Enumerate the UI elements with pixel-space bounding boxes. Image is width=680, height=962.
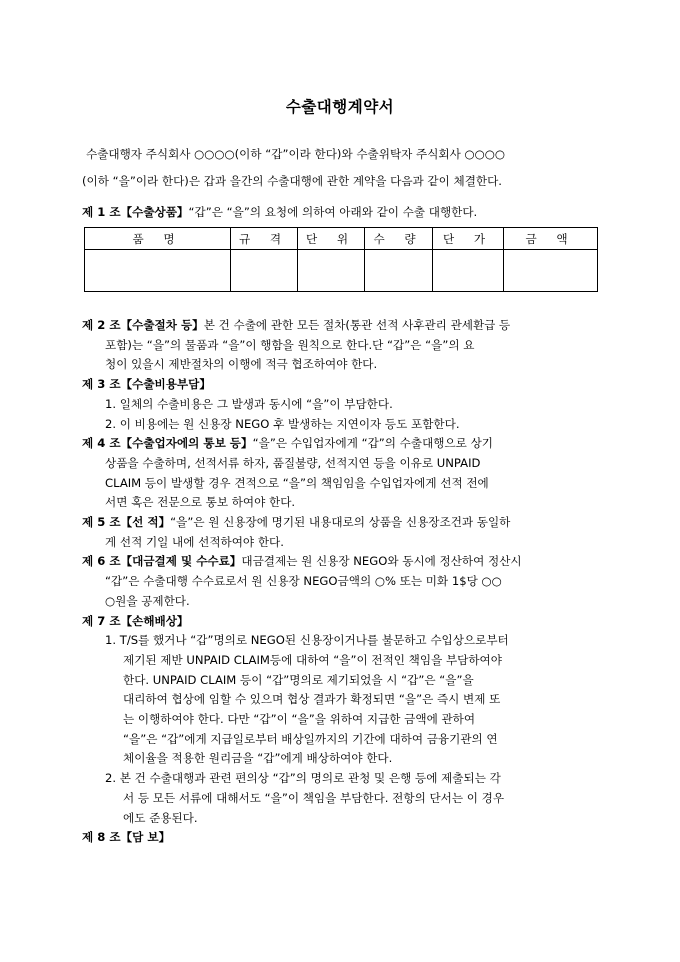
article-line: 서면 혹은 전문으로 통보 하여야 한다. — [105, 495, 296, 510]
table-cell — [298, 250, 365, 292]
article-line: 포함)는 “을”의 물품과 “을”이 행함을 원칙으로 한다.단 “갑”은 “을”의 요 — [105, 337, 475, 352]
table-cell — [433, 250, 504, 292]
article-line: 대리하여 협상에 임할 수 있으며 협상 결과가 확정되면 “을”은 즉시 변제 또 — [123, 692, 501, 707]
intro-paragraph — [82, 141, 602, 195]
table-header: 단 가 — [433, 228, 504, 250]
table-row — [85, 250, 598, 292]
article-line: “갑”은 수출대행 수수료로서 원 신용장 NEGO금액의 ○% 또는 미화 1$당 ○○ — [105, 574, 502, 589]
article-6 — [82, 552, 602, 611]
article-heading: 제 2 조【수출절차 등】 — [82, 318, 204, 332]
article-line: CLAIM 등이 발생할 경우 견적으로 “을”의 책임임을 수입업자에게 선적 전에 — [105, 475, 489, 490]
article-heading: 제 5 조【선 적】 — [82, 515, 171, 530]
intro-line: (이하 “을”이라 한다)은 갑과 을간의 수출대행에 관한 계약을 다음과 같이 체결한다. — [82, 174, 502, 188]
article-item: 1. 일체의 수출비용은 그 발생과 동시에 “을”이 부담한다. — [105, 396, 393, 411]
article-heading: 제 4 조【수출업자에의 통보 등】 — [82, 436, 253, 451]
article-line: “을”은 원 신용장에 명기된 내용대로의 상품을 신용장조건과 동일하 — [170, 515, 511, 530]
intro-line: 수출대행자 주식회사 ○○○○(이하 “갑”이라 한다)와 수출위탁자 주식회사 ○○○○ — [86, 147, 505, 161]
article-line: 2. 본 건 수출대행과 관련 편의상 “갑”의 명의로 관청 및 은행 등에 제출되는 각 — [105, 771, 501, 786]
article-line: 청이 있을시 제반절차의 이행에 적극 협조하여야 한다. — [105, 357, 378, 372]
article-8 — [82, 828, 602, 848]
article-line: 대금결제는 원 신용장 NEGO와 동시에 정산하여 정산시 — [241, 554, 522, 569]
article-line: 1. T/S를 했거나 “갑”명의로 NEGO된 신용장이거나를 불문하고 수입상으로부터 — [105, 633, 509, 648]
article-line: 에도 준용된다. — [123, 810, 198, 825]
article-heading: 제 1 조【수출상품】 — [82, 205, 189, 219]
article-heading: 제 3 조【수출비용부담】 — [82, 377, 211, 392]
article-line: 한다. UNPAID CLAIM 등이 “갑”명의로 제기되었을 시 “갑”은 “을”을 — [123, 672, 474, 687]
article-2 — [82, 316, 602, 375]
article-1 — [82, 204, 602, 220]
article-heading: 제 6 조【대금결제 및 수수료】 — [82, 554, 242, 569]
article-line: 게 선적 기일 내에 선적하여야 한다. — [105, 534, 284, 549]
table-cell — [365, 250, 433, 292]
table-cell — [504, 250, 598, 292]
table-header: 금 액 — [504, 228, 598, 250]
article-line: 상품을 수출하며, 선적서류 하자, 품질불량, 선적지연 등을 이유로 UNPAID — [105, 455, 481, 470]
article-line: 체이율을 적용한 원리금을 “갑”에게 배상하여야 한다. — [123, 751, 393, 766]
article-heading: 제 8 조【담 보】 — [82, 830, 171, 845]
article-line: “을”은 수입업자에게 “갑”의 수출대행으로 상기 — [252, 436, 493, 451]
article-text: “갑”은 “을”의 요청에 의하여 아래와 같이 수출 대행한다. — [188, 205, 478, 219]
table-header-row — [85, 228, 598, 250]
article-item: 2. 이 비용에는 원 신용장 NEGO 후 발생하는 지연이자 등도 포함한다. — [105, 416, 460, 431]
table-header: 단 위 — [298, 228, 365, 250]
article-heading: 제 7 조【손해배상】 — [82, 613, 189, 628]
document-title: 수출대행계약서 — [285, 98, 395, 116]
article-item — [82, 631, 602, 769]
article-4 — [82, 434, 602, 513]
article-line: 제기된 제반 UNPAID CLAIM등에 대하여 “을”이 전적인 책임을 부담하여야 — [123, 652, 502, 667]
article-3 — [82, 375, 602, 434]
article-line: “을”은 “갑”에게 지급일로부터 배상일까지의 기간에 대하여 금융기관의 연 — [123, 731, 498, 746]
goods-table — [84, 227, 598, 292]
table-header: 수 량 — [365, 228, 433, 250]
article-line: 본 건 수출에 관한 모든 절차(통관 선적 사후관리 관세환급 등 — [203, 318, 511, 332]
article-line: ○원을 공제한다. — [105, 593, 190, 608]
table-header: 품 명 — [85, 228, 231, 250]
table-header: 규 격 — [231, 228, 298, 250]
article-5 — [82, 513, 602, 552]
articles-body — [82, 316, 602, 848]
article-item — [82, 769, 602, 828]
table-cell — [85, 250, 231, 292]
article-7 — [82, 612, 602, 829]
table-cell — [231, 250, 298, 292]
article-line: 서 등 모든 서류에 대해서도 “을”이 책임을 부담한다. 전항의 단서는 이 경우 — [123, 790, 505, 805]
article-line: 는 이행하여야 한다. 다만 “갑”이 “을”을 위하여 지급한 금액에 관하여 — [123, 712, 476, 727]
